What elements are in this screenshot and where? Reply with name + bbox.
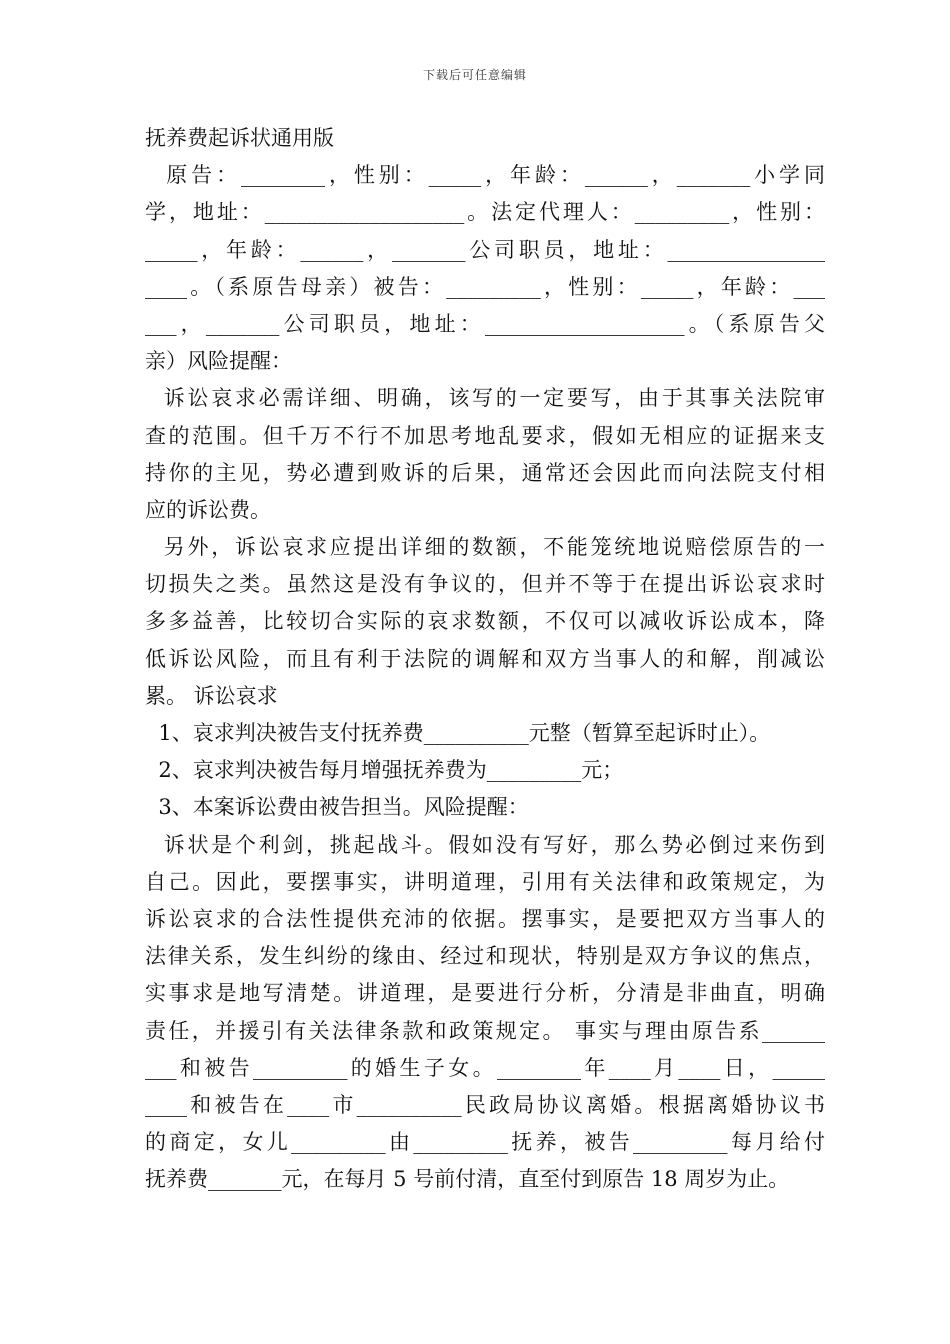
text-line: 的商定，女儿_________由_________抚养，被告_________每月给付 (145, 1130, 825, 1155)
request-item-2: 2、哀求判决被告每月增强抚养费为_________元； (145, 758, 624, 783)
text-line: 实事求是地写清楚。讲道理，是要进行分析，分清是非曲直，明确 (145, 981, 825, 1006)
text-line: 学，地址：___________________。法定代理人：_________，性别： (145, 200, 825, 225)
text-line: 诉讼哀求的合法性提供充沛的依据。摆事实，是要把双方当事人的 (145, 906, 825, 931)
text-line: 原告：________，性别：_____，年龄：______，_______小学同 (145, 163, 825, 188)
text-line: 另外，诉讼哀求应提出详细的数额，不能笼统地说赔偿原告的一 (145, 535, 825, 560)
text-line: 查的范围。但千万不行不加思考地乱要求，假如无相应的证据来支 (145, 423, 825, 448)
text-line: 切损失之类。虽然这是没有争议的，但并不等于在提出诉讼哀求时 (145, 572, 825, 597)
text-line: 持你的主见，势必遭到败诉的后果，通常还会因此而向法院支付相 (145, 460, 825, 485)
text-line: ___，_______公司职员，地址：___________________。（系原告父 (145, 311, 825, 336)
document-body (145, 120, 825, 1198)
text-line: 抚养费_______元，在每月 5 号前付清，直至付到原告 18 周岁为止。 (145, 1167, 790, 1192)
text-line: 自己。因此，要摆事实，讲明道理，引用有关法律和政策规定，为 (145, 869, 825, 894)
text-line: ____。（系原告母亲）被告：_________，性别：_____，年龄：___ (145, 274, 825, 299)
text-line: 应的诉讼费。 (145, 497, 271, 522)
text-line: 诉讼哀求必需详细、明确，该写的一定要写，由于其事关法院审 (145, 386, 825, 411)
page-header-note: 下载后可任意编辑 (422, 68, 527, 82)
text-line: 低诉讼风险，而且有利于法院的调解和双方当事人的和解，削减讼 (145, 646, 825, 671)
text-line: 累。 诉讼哀求 (145, 683, 278, 708)
text-line: ____和被告在____市__________民政局协议离婚。根据离婚协议书 (145, 1092, 825, 1117)
text-line: 责任，并援引有关法律条款和政策规定。 事实与理由原告系______ (145, 1018, 825, 1043)
text-line: 亲）风险提醒： (145, 349, 292, 374)
text-line: _____，年龄：______，_______公司职员，地址：_______________ (145, 237, 825, 262)
request-item-3: 3、本案诉讼费由被告担当。风险提醒： (145, 795, 529, 820)
text-line: 多多益善，比较切合实际的哀求数额，不仅可以减收诉讼成本，降 (145, 609, 825, 634)
text-line: 法律关系，发生纠纷的缘由、经过和现状，特别是双方争议的焦点， (145, 944, 825, 969)
text-line: ___和被告_________的婚生子女。________年____月____日，_____ (145, 1055, 825, 1080)
text-line: 诉状是个利剑，挑起战斗。假如没有写好，那么势必倒过来伤到 (145, 832, 825, 857)
document-title: 抚养费起诉状通用版 (145, 126, 334, 150)
request-item-1: 1、哀求判决被告支付抚养费__________元整（暂算至起诉时止）。 (145, 721, 771, 745)
